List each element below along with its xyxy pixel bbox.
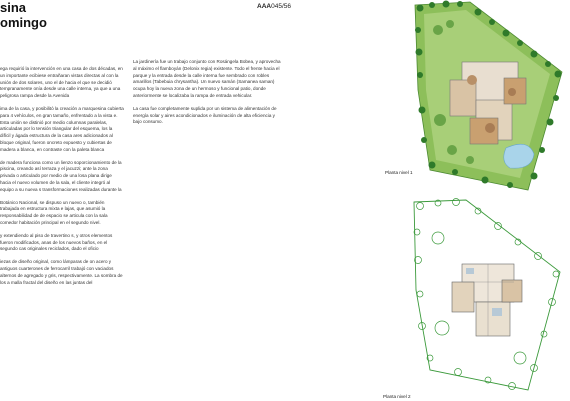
plan2-caption: Planta nivel 2 [383, 394, 411, 399]
site-plan-level-1 [410, 0, 570, 196]
body-paragraph: Botánico Nacional, se dispuso un nuevo o, también trabajada en estructura mixta e lajas, que asumió la responsabilidad de de espacio se articula con la sala comedor habitación principal en el segundo nivel. [0, 199, 108, 225]
body-paragraph: La casa fue completamente suplida por un sistema de alimentación de energía solar y aires acondicionados e iluminación de alta eficiencia y bajo consumo. [133, 105, 277, 125]
middle-text-column [133, 59, 281, 132]
body-paragraph: ima de la casa, y posibilitó la creación a marquesina cubierta para 4 vehículos, en gran tamaño, enfrentado a la vista e. Esta unión se distinió por medio columnas paralelas, articuladas por lo tensión triangular del esquema, los la difícil y ágada estructura de la casa ares adicionados al bloque original, fueron oncreto expuesto y cubiertas de madera a blanca, en contraste con la paleta blanca [0, 105, 124, 152]
left-text-column [0, 66, 124, 292]
title-line-1: sina [0, 0, 27, 15]
article-title [0, 0, 47, 30]
floor-plan-level-2 [408, 198, 570, 395]
body-paragraph: y extendiendo al piso de travertino s, y otros elementos fueron modificados, anas de los nuevos baños, en el segundo cas originales reciclados, dado el oficio [0, 232, 113, 252]
page-number-value: 045/56 [271, 3, 291, 10]
plan1-caption: Planta nivel 1 [385, 170, 413, 175]
body-paragraph: ega requirió la intervención en una casa de dos décadas, en un importante ecibiese entrañaran vistas directas al con la unión de dos solares, uno el de hacia el que se decidió tempranamente onía desde una calle interna, ya que a una peligrosa rampa desde la Avenida [0, 66, 123, 99]
body-paragraph: iezas de diseño original, como lámparas de on acero y antiguos cuarterones de ferrocarril trabajó con vaciados alternos de agregado y gris, respectivamente. La sombra de los a malla fractal del diseño en las juntas del [0, 259, 123, 285]
title-line-2: omingo [0, 15, 47, 30]
page-number [257, 3, 291, 10]
body-paragraph: La jardinería fue un trabajo conjunto con Rosángela Bobea, y aprovecha al máximo el flamboyán (Delonix regia) existente. Todo el frente hacia el parque y la entrada desde la calle interna fue sembrado con robles amarillos (Tabebuia chrysantha). Un nuevo samán (Samanea saman) ocupa hoy la nueva zona de un hermoso y funcional patio, donde anteriormente se localizaba la rampa de entrada vehicular. [133, 59, 281, 98]
page-number-prefix: AAA [257, 3, 272, 10]
body-paragraph: de madera funciona como un lienzo soporcionamiento de la piscina, creando así terraza y el jacuzzi; ante la zona privada o articulado por medio de una losa plana dirige hacia el nuevo volumen de la sala, el cliente integró al equipo a su nueva s transformaciones realizadas durante la [0, 159, 122, 192]
